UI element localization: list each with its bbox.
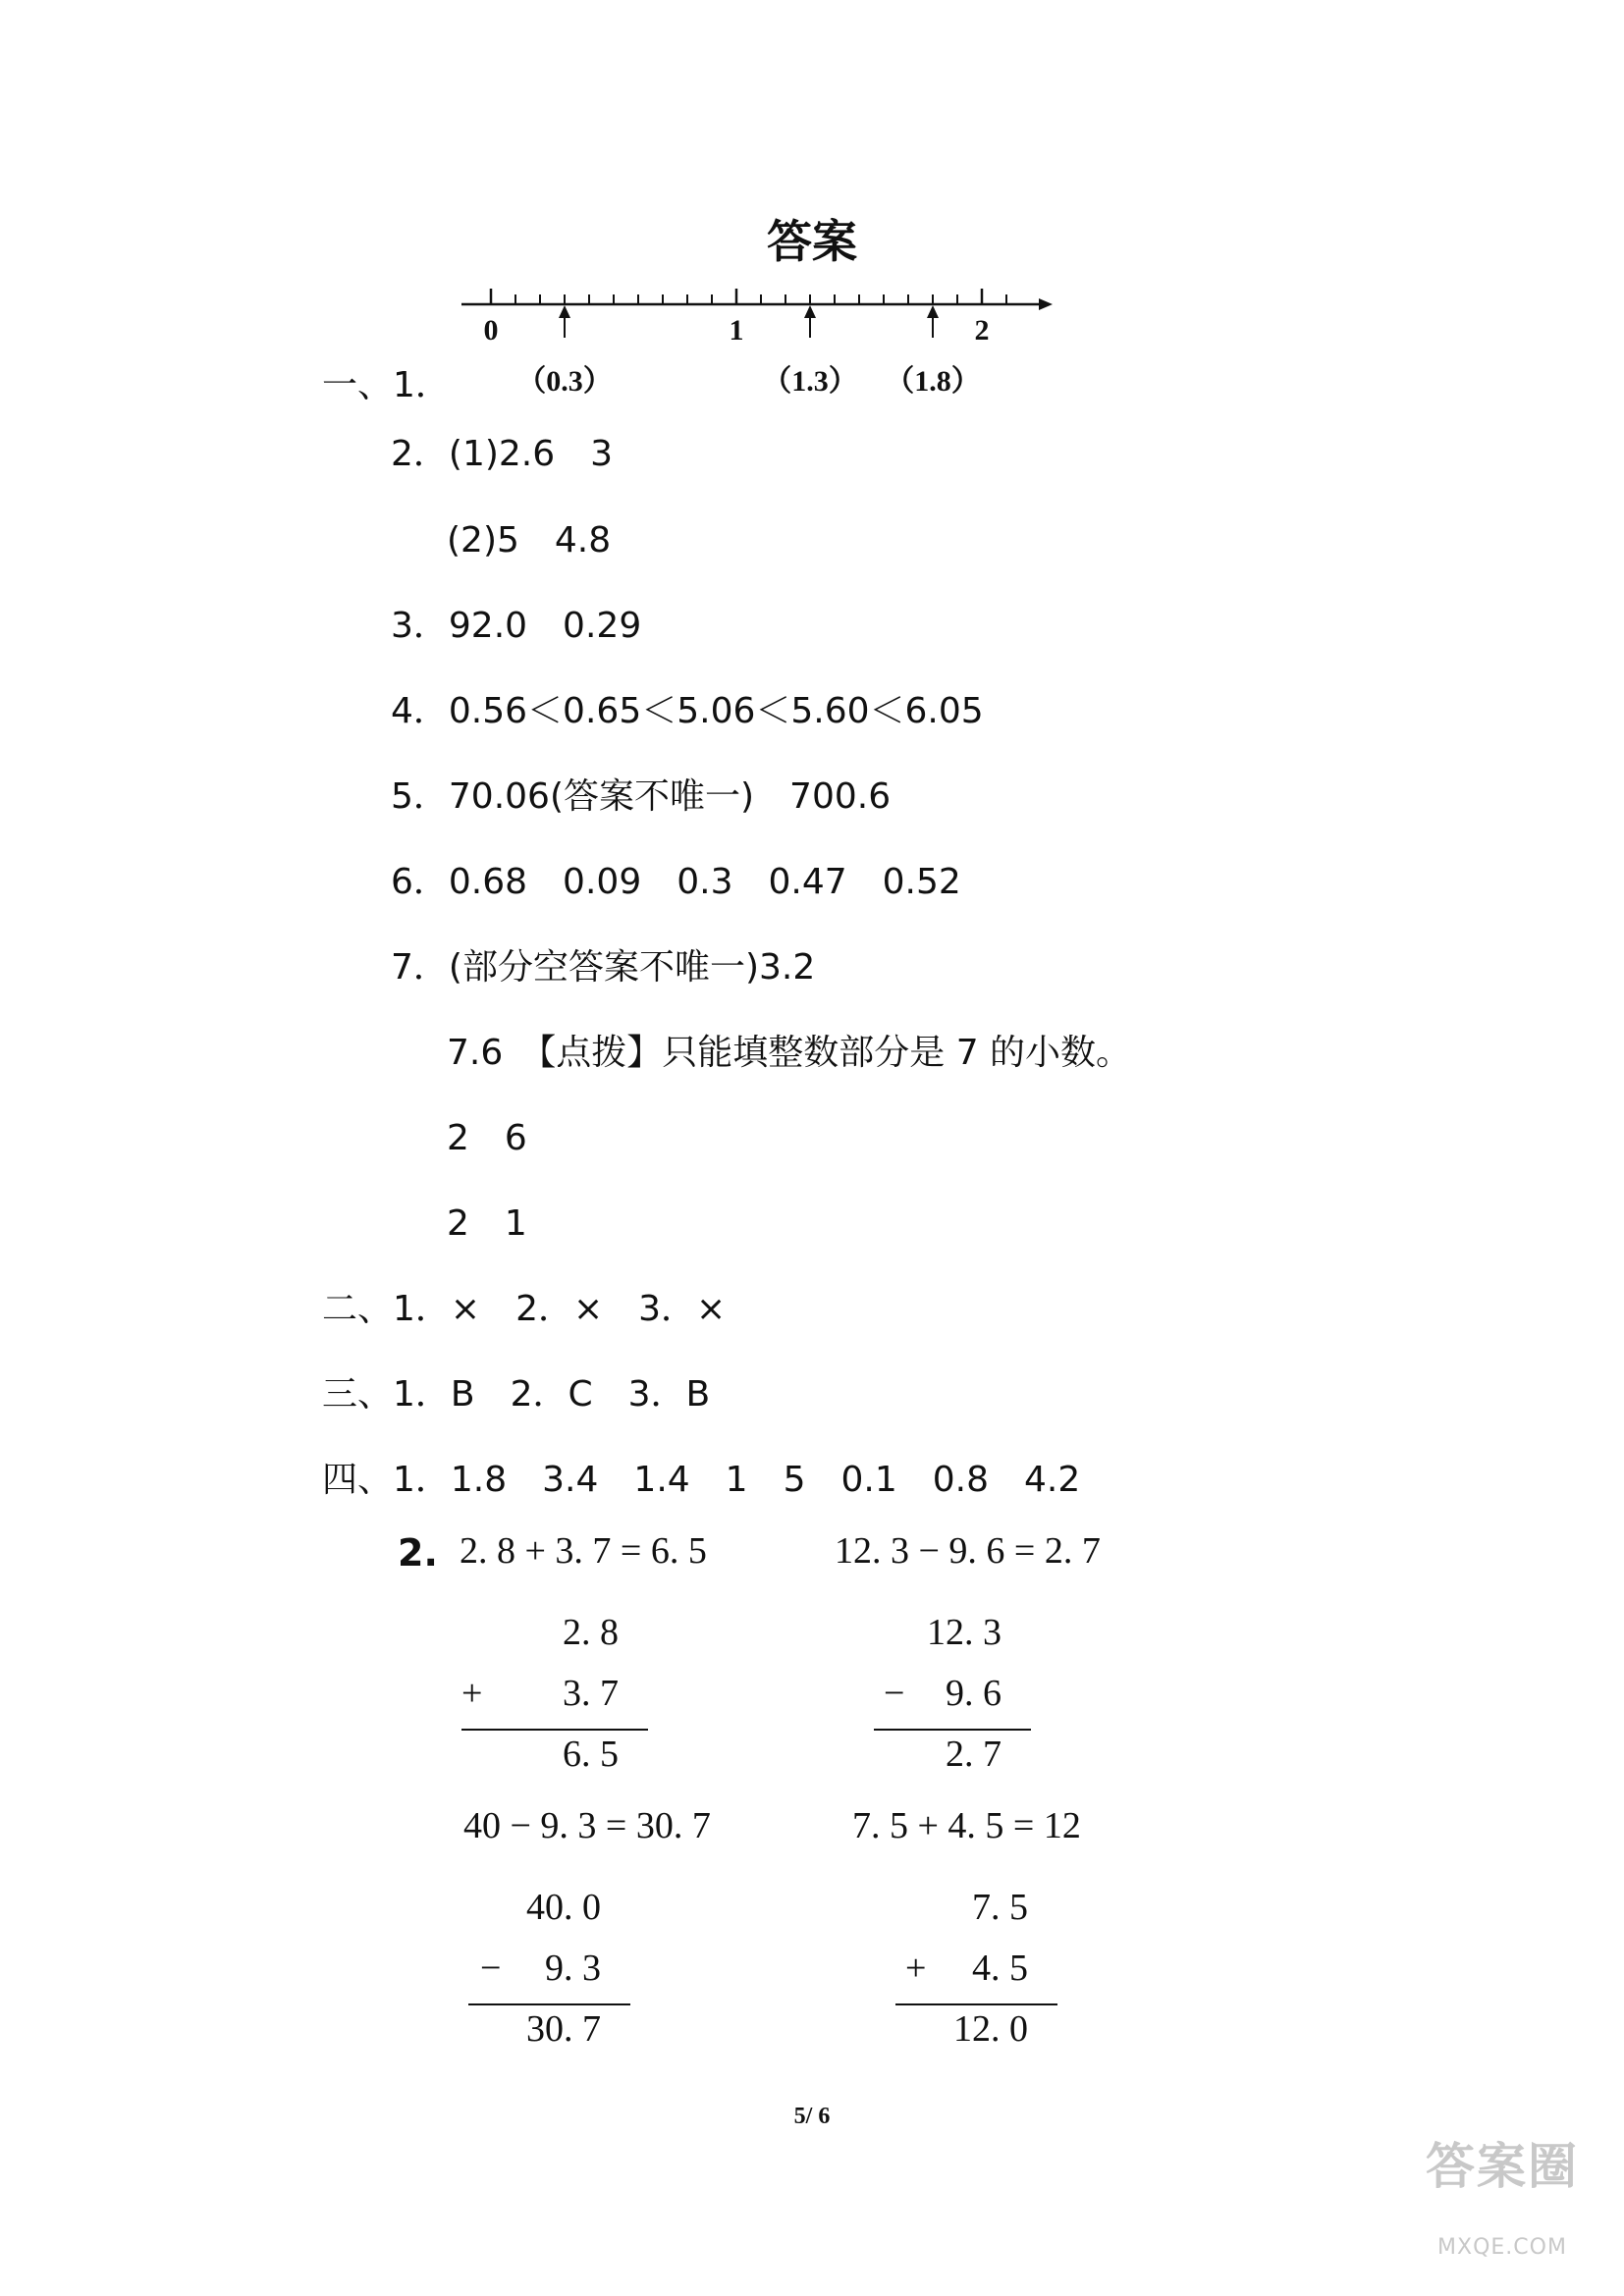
section4-2-number: 2. — [398, 1531, 438, 1575]
vertical-calc-3 — [468, 1878, 630, 2060]
answer-line-1: 一、1． — [322, 365, 451, 405]
calc3-result: 30. 7 — [526, 2008, 601, 2050]
calc3-operator: − — [480, 1948, 502, 1989]
calc2-bottom: 9. 6 — [946, 1673, 1001, 1714]
vertical-calc-2 — [874, 1603, 1031, 1786]
number-line-tick-label: 2 — [974, 314, 990, 347]
page-title: 答案 — [767, 215, 857, 268]
calc1-result: 6. 5 — [563, 1734, 619, 1775]
calc3-bottom: 9. 3 — [545, 1948, 601, 1989]
answer-line-14: 四、1．1.8 3.4 1.4 1 5 0.1 0.8 4.2 — [322, 1460, 1081, 1500]
number-line-arrowhead — [1039, 298, 1053, 310]
calc4-top: 7. 5 — [972, 1887, 1028, 1928]
answer-line-11: 2 1 — [447, 1203, 527, 1244]
number-line-answer-label: （0.3） — [516, 365, 613, 398]
answer-line-10: 2 6 — [447, 1118, 527, 1158]
calc4-result: 12. 0 — [953, 2008, 1028, 2050]
up-arrow-icon — [559, 305, 570, 318]
answer-line-7: 6．0.68 0.09 0.3 0.47 0.52 — [391, 862, 961, 902]
equation-3: 40 − 9. 3 = 30. 7 — [463, 1805, 711, 1846]
answer-line-13: 三、1．B 2．C 3．B — [322, 1374, 711, 1415]
calc2-operator: − — [884, 1673, 905, 1714]
answer-line-9: 7.6 【点拨】只能填整数部分是 7 的小数。 — [447, 1033, 1132, 1073]
calc1-operator: + — [461, 1673, 483, 1714]
answer-line-12: 二、1．× 2．× 3．× — [322, 1289, 727, 1329]
calc3-top: 40. 0 — [526, 1887, 601, 1928]
equation-4: 7. 5 + 4. 5 = 12 — [852, 1805, 1081, 1846]
up-arrow-icon — [804, 305, 816, 318]
answer-line-5: 4．0.56＜0.65＜5.06＜5.60＜6.05 — [391, 691, 984, 731]
answer-line-4: 3．92.0 0.29 — [391, 606, 642, 646]
calc4-operator: + — [905, 1948, 927, 1989]
calc2-result: 2. 7 — [946, 1734, 1001, 1775]
page-number: 5/ 6 — [793, 2104, 831, 2129]
answer-line-2: 2．(1)2.6 3 — [391, 434, 614, 474]
watermark-logo-text: 答案圈 — [1426, 2138, 1579, 2195]
calc4-bottom: 4. 5 — [972, 1948, 1028, 1989]
vertical-calc-1 — [461, 1603, 648, 1786]
equation-1: 2. 8 + 3. 7 = 6. 5 — [460, 1530, 707, 1572]
number-line-tick-label: 0 — [483, 314, 499, 347]
answer-line-8: 7．(部分空答案不唯一)3.2 — [391, 947, 816, 988]
answer-line-3: (2)5 4.8 — [447, 520, 612, 561]
vertical-calc-4 — [895, 1878, 1057, 2060]
calc1-top: 2. 8 — [563, 1612, 619, 1653]
number-line-tick-label: 1 — [729, 314, 744, 347]
number-line-answer-label: （1.3） — [762, 365, 858, 398]
up-arrow-icon — [927, 305, 939, 318]
watermark — [1404, 2090, 1600, 2278]
calc2-top: 12. 3 — [927, 1612, 1001, 1653]
answer-line-6: 5．70.06(答案不唯一) 700.6 — [391, 776, 892, 817]
watermark-url: MXQE.COM — [1437, 2235, 1567, 2260]
number-line-answer-label: （1.8） — [885, 365, 981, 398]
equation-2: 12. 3 − 9. 6 = 2. 7 — [835, 1530, 1101, 1572]
calc1-bottom: 3. 7 — [563, 1673, 619, 1714]
